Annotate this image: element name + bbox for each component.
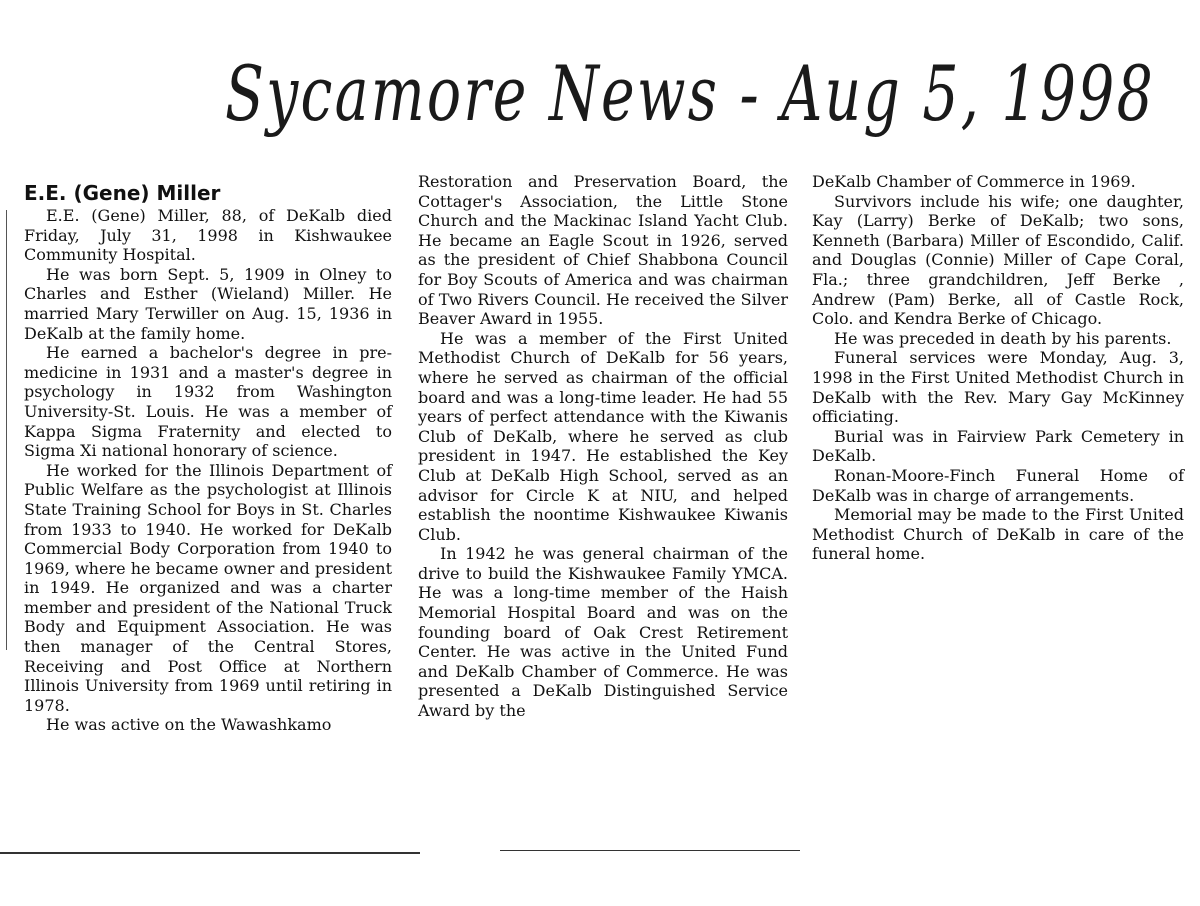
paragraph-survivors: Survivors include his wife; one daughter, Kay (Larry) Berke of DeKalb; two sons, Kenneth (Barbara) Miller of Escondido, Calif. and Douglas (Connie) Miller of Cape Coral, Fla.; three grandchildren, Jeff Berke , Andrew (Pam) Berke, all of Castle Rock, Colo. and Kendra Berke of Chicago. bbox=[812, 191, 1184, 329]
paragraph-ymca: In 1942 he was general chairman of the drive to build the Kishwaukee Family YMCA. He was a long-time member of the Haish Memorial Hospital Board and was on the founding board of Oak Crest Retirement Center. He was active in the United Fund and DeKalb Chamber of Commerce. He was presented a DeKalb Distinguished Service Award by the bbox=[418, 544, 788, 721]
handwritten-source-note bbox=[215, 40, 1175, 150]
paragraph-burial: Burial was in Fairview Park Cemetery in DeKalb. bbox=[812, 426, 1184, 466]
bottom-rule-left bbox=[0, 852, 420, 854]
paragraph-funeral-home: Ronan-Moore-Finch Funeral Home of DeKalb was in charge of arrangements. bbox=[812, 465, 1184, 505]
paragraph-active: He was active on the Wawashkamo bbox=[46, 715, 332, 735]
handwriting-svg bbox=[215, 40, 1175, 150]
paragraph-death: E.E. (Gene) Miller, 88, of DeKalb died Friday, July 31, 1998 in Kishwaukee Community Hospital. bbox=[24, 206, 392, 265]
column-1 bbox=[24, 172, 392, 735]
paragraph-memorial: Memorial may be made to the First United Methodist Church of DeKalb in care of the funeral home. bbox=[812, 505, 1184, 564]
column-2 bbox=[418, 172, 788, 721]
handwritten-note-text: Sycamore News - Aug 5, 1998 bbox=[225, 49, 1155, 138]
paragraph-church: He was a member of the First United Methodist Church of DeKalb for 56 years, where he served as chairman of the official board and was a long-time leader. He had 55 years of perfect attendance with the Kiwanis Club of DeKalb, where he served as club president in 1947. He established the Key Club at DeKalb High School, served as an advisor for Circle K at NIU, and helped establish the noontime Kishwaukee Kiwanis Club. bbox=[418, 328, 788, 544]
paragraph-birth: He was born Sept. 5, 1909 in Olney to Charles and Esther (Wieland) Miller. He married Mary Terwiller on Aug. 15, 1936 in DeKalb at the family home. bbox=[24, 264, 392, 343]
obituary-clipping bbox=[0, 172, 1200, 862]
paragraph-preceded: He was preceded in death by his parents. bbox=[834, 328, 1172, 348]
obituary-headline: E.E. (Gene) Miller bbox=[24, 181, 221, 205]
paragraph-funeral: Funeral services were Monday, Aug. 3, 1998 in the First United Methodist Church in DeKalb with the Rev. Mary Gay McKinney officiating. bbox=[812, 348, 1184, 427]
paragraph-education: He earned a bachelor's degree in pre-medicine in 1931 and a master's degree in psychology in 1932 from Washington University-St. Louis. He was a member of Kappa Sigma Fraternity and elected to Sigma Xi national honorary of science. bbox=[24, 343, 392, 461]
bottom-rule-right bbox=[500, 850, 800, 851]
paragraph-career: He worked for the Illinois Department of Public Welfare as the psychologist at Illinois State Training School for Boys in St. Charles from 1933 to 1940. He worked for DeKalb Commercial Body Corporation from 1940 to 1969, where he became owner and president in 1949. He organized and was a charter member and president of the National Truck Body and Equipment Association. He was then manager of the Central Stores, Receiving and Post Office at Northern Illinois University from 1969 until retiring in 1978. bbox=[24, 460, 392, 715]
paragraph-boards: Restoration and Preservation Board, the Cottager's Association, the Little Stone Church and the Mackinac Island Yacht Club. He became an Eagle Scout in 1926, served as the president of Chief Shabbona Council for Boy Scouts of America and was chairman of Two Rivers Council. He received the Silver Beaver Award in 1955. bbox=[418, 172, 788, 329]
column-3 bbox=[812, 172, 1184, 564]
paragraph-chamber: DeKalb Chamber of Commerce in 1969. bbox=[812, 172, 1136, 191]
